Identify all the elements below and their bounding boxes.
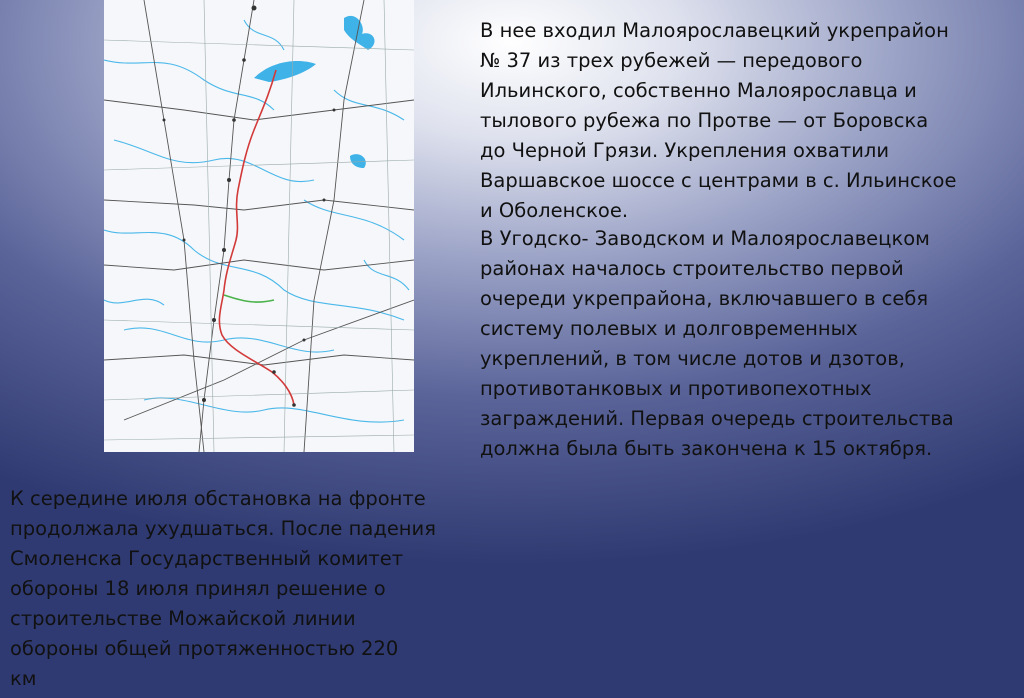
text-line: очереди укрепрайона, включавшего в себя [480, 287, 929, 310]
text-line: Смоленска Государственный комитет [10, 547, 404, 570]
text-line: км [10, 667, 37, 690]
paragraph-right-1 [480, 16, 1020, 226]
text-line: обороны общей протяженностью 220 [10, 637, 399, 660]
text-line: укреплений, в том числе дотов и дзотов, [480, 347, 905, 370]
text-line: обороны 18 июля принял решение о [10, 577, 386, 600]
text-line: районах началось строительство первой [480, 257, 904, 280]
text-line: противотанковых и противопехотных [480, 377, 872, 400]
text-line: до Черной Грязи. Укрепления охватили [480, 139, 890, 162]
text-line: В нее входил Малоярославецкий укрепрайон [480, 19, 949, 42]
text-line: В Угодско- Заводском и Малоярославецком [480, 227, 930, 250]
text-line: и Оболенское. [480, 199, 629, 222]
paragraph-left [10, 484, 470, 694]
text-line: систему полевых и долговременных [480, 317, 858, 340]
text-line: № 37 из трех рубежей — передового [480, 49, 863, 72]
text-line: строительстве Можайской линии [10, 607, 356, 630]
paragraph-right-2 [480, 224, 1020, 464]
text-line: Ильинского, собственно Малоярославца и [480, 79, 917, 102]
text-line: должна была быть закончена к 15 октября. [480, 437, 933, 460]
text-line: заграждений. Первая очередь строительства [480, 407, 954, 430]
text-line: Варшавское шоссе с центрами в с. Ильинское [480, 169, 957, 192]
text-line: тылового рубежа по Протве — от Боровска [480, 109, 929, 132]
map-image [104, 0, 414, 452]
text-line: К середине июля обстановка на фронте [10, 487, 426, 510]
text-line: продолжала ухудшаться. После падения [10, 517, 436, 540]
map-svg [104, 0, 414, 452]
